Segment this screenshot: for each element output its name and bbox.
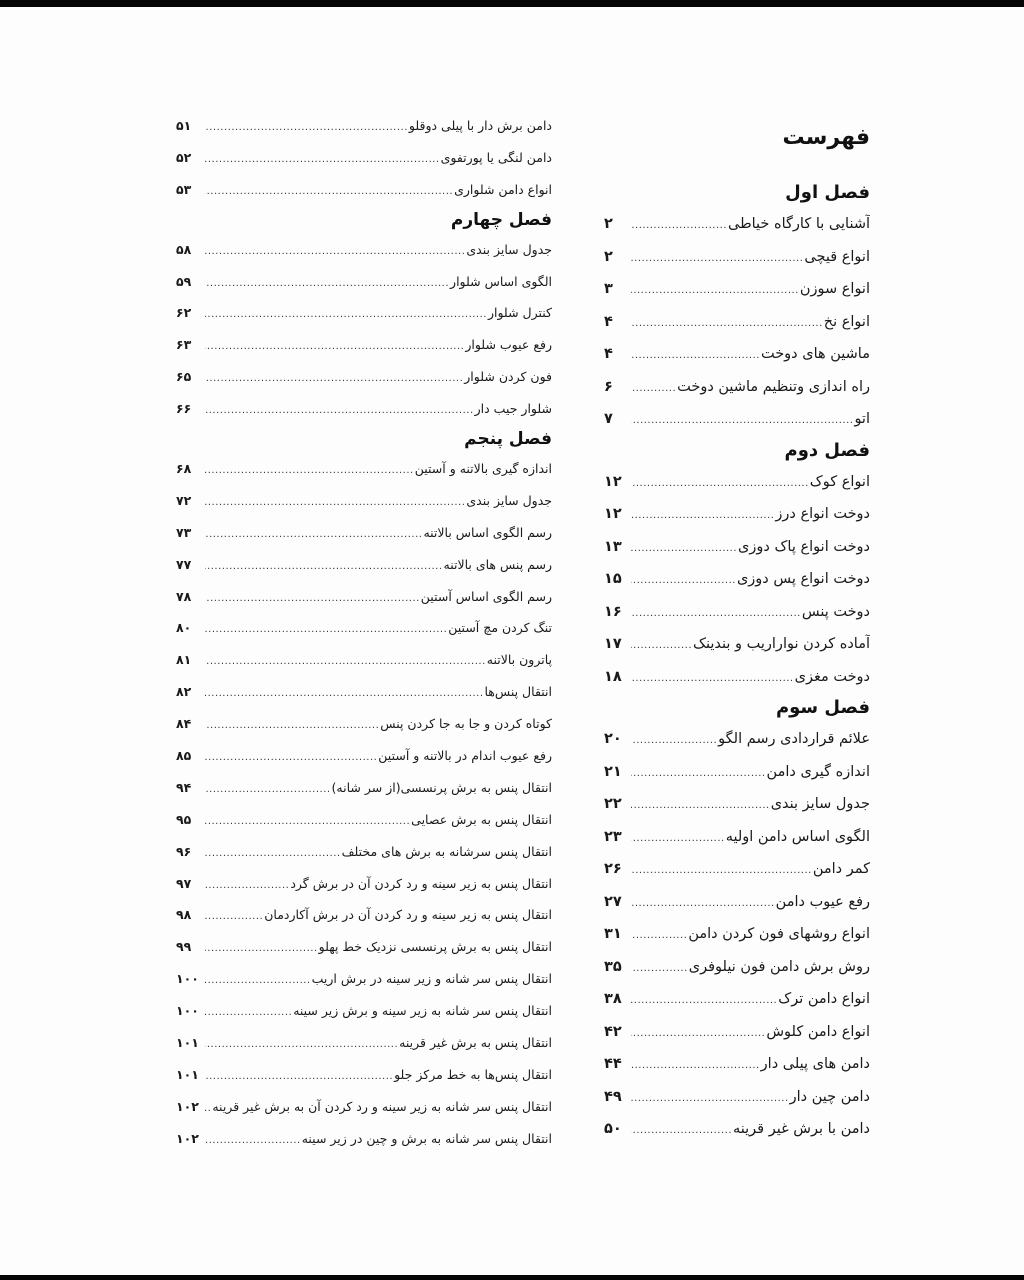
page-number: ۳۱ (604, 926, 622, 942)
dot-leader (205, 1061, 393, 1091)
entry-title: دامن های پیلی دار (760, 1056, 870, 1072)
entry-title: رفع عیوب دامن (775, 893, 870, 910)
page-number: ۸۰ (176, 620, 192, 636)
dot-leader (205, 551, 443, 581)
entry-title: آشنایی با کارگاه خیاطی (728, 216, 870, 232)
toc-entry (604, 273, 870, 306)
toc-entry (176, 995, 552, 1027)
toc-entry (604, 498, 870, 531)
toc-entry (604, 918, 870, 951)
toc-entry (176, 453, 552, 485)
page-number: ۲۷ (604, 893, 622, 910)
entry-title: رسم پنس های بالاتنه (443, 556, 552, 572)
dot-leader (205, 583, 420, 613)
page-number: ۶۸ (176, 461, 192, 477)
dot-leader (205, 678, 484, 708)
toc-entry (604, 403, 870, 436)
dot-leader (631, 1018, 765, 1049)
toc-entry (604, 886, 870, 919)
chapter-heading: فصل پنجم (464, 429, 552, 450)
toc-entry (604, 951, 870, 984)
page-number: ۲ (604, 248, 613, 265)
dot-leader (205, 870, 289, 900)
entry-title: دوخت انواع درز (775, 506, 870, 522)
entry-title: فون کردن شلوار (464, 369, 552, 385)
toc-entry (176, 804, 552, 836)
toc-entry (176, 393, 552, 425)
page-number: ۱۲ (604, 506, 622, 522)
toc-entry (604, 563, 870, 596)
toc-entry (604, 1016, 870, 1049)
dot-leader (631, 888, 775, 919)
entry-title: روش برش دامن فون نیلوفری (688, 958, 870, 975)
entry-title: پاترون بالاتنه (486, 652, 552, 668)
entry-title: دوخت انواع پس دوزی (736, 571, 870, 587)
dot-leader (205, 236, 465, 266)
entry-title: شلوار جیب دار (474, 401, 552, 417)
toc-entry (176, 361, 552, 393)
toc-entry (604, 1081, 870, 1114)
dot-leader (205, 395, 474, 425)
page-number: ۵۸ (176, 241, 192, 257)
toc-entry (604, 241, 870, 274)
page-number: ۲۳ (604, 828, 622, 845)
toc-entry (604, 723, 870, 756)
entry-title: کوتاه کردن و جا به جا کردن پنس (380, 716, 552, 732)
toc-entry (176, 963, 552, 995)
dot-leader (205, 519, 422, 549)
dot-leader (631, 920, 687, 951)
entry-title: رفع عیوب شلوار (465, 337, 552, 353)
entry-title: انواع نخ (823, 313, 870, 330)
entry-title: رسم الگوی اساس بالاتنه (423, 524, 552, 540)
dot-leader (205, 1125, 301, 1155)
dot-leader (631, 1083, 789, 1114)
entry-title: انتقال پنس به زیر سینه و رد کردن آن در برش آکاردمان (264, 907, 552, 923)
bottom-border (0, 1275, 1024, 1280)
dot-leader (205, 646, 486, 676)
page-number: ۷۳ (176, 524, 192, 540)
dot-leader (205, 455, 414, 485)
page-number: ۵۱ (176, 118, 192, 133)
page-number: ۱۲ (604, 473, 622, 490)
dot-leader (631, 565, 736, 596)
toc-entry (604, 983, 870, 1016)
toc-entry (176, 266, 552, 298)
entry-title: دوخت پنس (801, 603, 870, 620)
dot-leader (631, 210, 727, 241)
page-number: ۶۲ (176, 305, 192, 321)
dot-leader (631, 340, 760, 371)
dot-leader (631, 663, 794, 694)
dot-leader (205, 331, 464, 361)
dot-leader (205, 487, 465, 517)
page-number: ۷۷ (176, 556, 192, 572)
toc-entry (176, 899, 552, 931)
page-number: ۵۹ (176, 273, 192, 289)
entry-title: انتقال پنس سر شانه و زیر سینه در برش اریب (311, 971, 552, 987)
toc-entry (176, 297, 552, 329)
entry-title: انتقال پنس سرشانه به برش های مختلف (341, 843, 552, 859)
page-number: ۴ (604, 346, 613, 362)
page-number: ۳ (604, 281, 613, 297)
page-number: ۱۰۱ (176, 1066, 199, 1082)
entry-title: آماده کردن نواراریب و بندینک (693, 636, 870, 652)
toc-entry (604, 371, 870, 404)
page-number: ۴ (604, 313, 613, 330)
page-number: ۲۰ (604, 731, 622, 747)
toc-entry (604, 628, 870, 661)
entry-title: دوخت مغزی (794, 668, 870, 685)
dot-leader (631, 985, 777, 1016)
page-number: ۹۸ (176, 907, 192, 923)
toc-entry (604, 531, 870, 564)
toc-right-column (604, 118, 870, 1146)
dot-leader (631, 790, 770, 821)
toc-entry (604, 788, 870, 821)
page-number: ۸۲ (176, 684, 192, 700)
entry-title: علائم قراردادی رسم الگو (718, 731, 870, 747)
page-number: ۲۱ (604, 763, 622, 780)
toc-entry (176, 1091, 552, 1123)
dot-leader (205, 363, 463, 393)
entry-title: کمر دامن (812, 861, 870, 877)
dot-leader (205, 710, 379, 740)
dot-leader (205, 1093, 211, 1123)
page-number: ۱۵ (604, 571, 622, 587)
toc-entry (176, 676, 552, 708)
dot-leader (631, 823, 725, 854)
entry-title: انواع روشهای فون کردن دامن (688, 926, 870, 942)
page-number: ۶۶ (176, 401, 192, 417)
dot-leader (205, 901, 263, 931)
dot-leader (631, 725, 717, 756)
chapter-heading: فصل سوم (775, 697, 870, 718)
dot-leader (631, 1050, 760, 1081)
entry-title: انواع سوزن (799, 281, 870, 297)
toc-title: فهرست (782, 125, 870, 150)
page-number: ۲۲ (604, 796, 622, 812)
entry-title: رسم الگوی اساس آستین (420, 588, 552, 604)
top-border (0, 0, 1024, 7)
toc-entry (604, 1113, 870, 1146)
toc-entry (604, 466, 870, 499)
toc-entry (604, 338, 870, 371)
page-number: ۵۲ (176, 149, 192, 165)
dot-leader (631, 243, 803, 274)
entry-title: انتقال پنس‌ها به خط مرکز جلو (394, 1066, 552, 1082)
chapter-heading: فصل دوم (784, 439, 870, 461)
page-number: ۴۲ (604, 1023, 622, 1040)
page-number: ۶۳ (176, 337, 192, 353)
toc-entry (176, 708, 552, 740)
entry-title: انتقال پنس‌ها (484, 684, 552, 700)
toc-entry (176, 517, 552, 549)
dot-leader (205, 806, 410, 836)
entry-title: رفع عیوب اندام در بالاتنه و آستین (378, 748, 552, 764)
page-number: ۵۳ (176, 181, 192, 197)
page-number: ۹۹ (176, 939, 192, 955)
toc-entry (176, 740, 552, 772)
dot-leader (205, 176, 453, 206)
entry-title: دامن با برش غیر قرینه (733, 1121, 870, 1137)
entry-title: انتقال پنس به برش غیر قرینه (399, 1035, 552, 1051)
toc-entry (176, 549, 552, 581)
entry-title: کنترل شلوار (487, 305, 552, 321)
page-number: ۶ (604, 378, 613, 395)
toc-entry (176, 142, 552, 174)
toc-entry (176, 772, 552, 804)
entry-title: انتقال پنس سر شانه به برش و چین در زیر سینه (301, 1130, 552, 1146)
dot-leader (205, 933, 318, 963)
toc-entry (176, 836, 552, 868)
dot-leader (205, 965, 311, 995)
dot-leader (205, 997, 292, 1027)
page-number: ۱۸ (604, 668, 622, 685)
toc-entry (176, 868, 552, 900)
entry-title: دامن لنگی یا پورتفوی (440, 149, 552, 165)
page-number: ۷۸ (176, 588, 192, 604)
dot-leader (205, 774, 331, 804)
page-number: ۱۰۲ (176, 1098, 199, 1114)
toc-entry (604, 208, 870, 241)
dot-leader (631, 855, 812, 886)
dot-leader (631, 1115, 732, 1146)
toc-entry (604, 756, 870, 789)
page-number: ۱۰۰ (176, 1003, 199, 1019)
entry-title: الگوی اساس شلوار (450, 273, 552, 289)
chapter-heading: فصل اول (785, 182, 870, 203)
toc-entry (176, 234, 552, 266)
page-number: ۳۸ (604, 991, 622, 1007)
toc-entry (176, 485, 552, 517)
entry-title: انواع دامن کلوش (766, 1023, 870, 1040)
toc-entry (176, 329, 552, 361)
entry-title: انواع دامن شلواری (454, 181, 552, 197)
page-number: ۱۶ (604, 603, 622, 620)
entry-title: دوخت انواع پاک دوزی (738, 538, 870, 555)
dot-leader (205, 112, 408, 142)
entry-title: انتقال پنس به برش پرنسسی(از سر شانه) (331, 779, 552, 795)
entry-title: اندازه گیری بالاتنه و آستین (414, 461, 552, 477)
dot-leader (631, 500, 774, 531)
dot-leader (631, 405, 853, 436)
dot-leader (205, 268, 449, 298)
page-number: ۲ (604, 216, 613, 232)
chapter-heading: فصل چهارم (450, 209, 552, 230)
page-number: ۲۶ (604, 861, 622, 877)
dot-leader (631, 598, 801, 629)
entry-title: دامن برش دار با پیلی دوقلو (408, 118, 552, 133)
page-number: ۹۷ (176, 875, 192, 891)
entry-title: جدول سایز بندی (770, 796, 870, 812)
page-number: ۴۹ (604, 1088, 622, 1105)
page-number: ۱۰۱ (176, 1035, 199, 1051)
dot-leader (631, 630, 692, 661)
dot-leader (631, 275, 799, 306)
page-number: ۵۰ (604, 1121, 622, 1137)
toc-entry (176, 931, 552, 963)
toc-entry (604, 306, 870, 339)
toc-entry (176, 1059, 552, 1091)
toc-entry (176, 644, 552, 676)
toc-entry (176, 612, 552, 644)
dot-leader (631, 308, 823, 339)
page-number: ۶۵ (176, 369, 192, 385)
entry-title: راه اندازی وتنظیم ماشین دوخت (677, 378, 870, 395)
entry-title: جدول سایز بندی (466, 492, 552, 508)
page-number: ۷ (604, 411, 613, 427)
toc-entry (604, 821, 870, 854)
page-number: ۸۱ (176, 652, 192, 668)
page-number: ۸۵ (176, 748, 192, 764)
entry-title: انواع قیچی (804, 248, 870, 265)
page-number: ۱۰۲ (176, 1130, 199, 1146)
page-number: ۱۳ (604, 538, 622, 555)
page-number: ۱۷ (604, 636, 622, 652)
toc-entry (176, 174, 552, 206)
dot-leader (631, 758, 766, 789)
page-number: ۱۰۰ (176, 971, 199, 987)
toc-entry (176, 110, 552, 142)
dot-leader (205, 144, 440, 174)
page-number: ۸۴ (176, 716, 192, 732)
entry-title: جدول سایز بندی (466, 241, 552, 257)
toc-entry (176, 1123, 552, 1155)
dot-leader (631, 468, 809, 499)
page-number: ۹۵ (176, 811, 192, 827)
entry-title: اندازه گیری دامن (766, 763, 870, 780)
dot-leader (631, 533, 737, 564)
entry-title: انتقال پنس به زیر سینه و رد کردن آن در برش گرد (290, 875, 552, 891)
entry-title: انواع دامن ترک (778, 991, 870, 1007)
entry-title: الگوی اساس دامن اولیه (725, 828, 870, 845)
page-number: ۹۶ (176, 843, 192, 859)
page-number: ۷۲ (176, 492, 192, 508)
entry-title: اتو (854, 411, 870, 427)
page-number: ۴۴ (604, 1056, 622, 1072)
toc-entry (604, 596, 870, 629)
entry-title: انواع کوک (809, 473, 870, 490)
toc-entry (604, 661, 870, 694)
dot-leader (631, 953, 688, 984)
dot-leader (205, 838, 341, 868)
toc-entry (176, 581, 552, 613)
dot-leader (205, 299, 487, 329)
entry-title: تنگ کردن مچ آستین (448, 620, 552, 636)
page-number: ۳۵ (604, 958, 622, 975)
entry-title: انتقال پنس به برش پرنسسی نزدیک خط پهلو (318, 939, 552, 955)
entry-title: انتقال پنس سر شانه به زیر سینه و رد کردن آن به برش غیر قرینه (212, 1098, 552, 1114)
toc-entry (604, 1048, 870, 1081)
dot-leader (205, 742, 377, 772)
dot-leader (631, 373, 676, 404)
entry-title: انتقال پنس سر شانه به زیر سینه و برش زیر سینه (293, 1003, 552, 1019)
dot-leader (205, 614, 447, 644)
toc-entry (176, 1027, 552, 1059)
dot-leader (205, 1029, 398, 1059)
entry-title: ماشین های دوخت (760, 346, 870, 362)
entry-title: دامن چین دار (789, 1088, 870, 1105)
entry-title: انتقال پنس به برش عصایی (411, 811, 552, 827)
toc-left-column (176, 110, 552, 1155)
toc-entry (604, 853, 870, 886)
page-number: ۹۴ (176, 779, 192, 795)
